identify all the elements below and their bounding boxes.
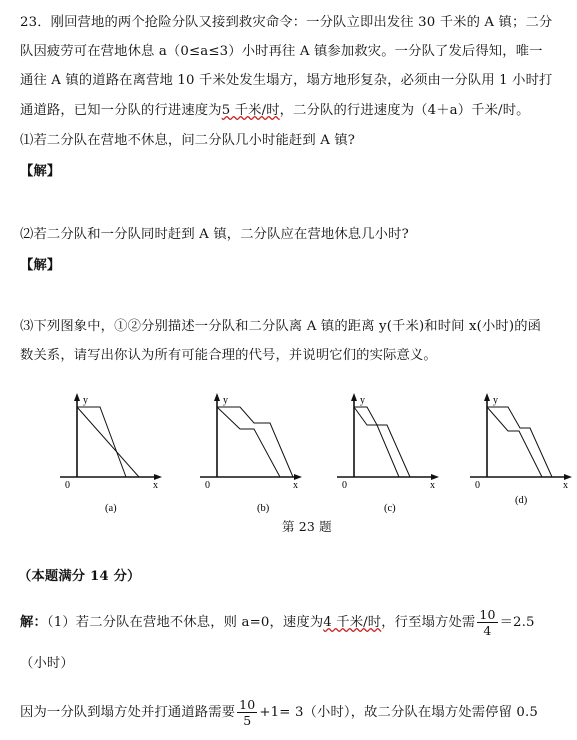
problem-line-4-start: 通道路，已知一分队的行进速度为 [20, 103, 222, 118]
graph-d-label: (d) [515, 495, 528, 506]
question-1: ⑴若二分队在营地不休息，问二分队几小时能赶到 A 镇? [20, 133, 356, 148]
graph-c-y-label: y [360, 395, 365, 406]
graph-b-y-label: y [223, 395, 228, 406]
solution-part-1-result: ＝2.5 [499, 615, 535, 630]
graph-a-y-label: y [83, 395, 88, 406]
graph-b-x-label: x [293, 480, 298, 491]
fraction-10-over-4 [477, 607, 497, 638]
problem-line-4 [20, 102, 565, 120]
figure-caption: 第 23 题 [282, 519, 332, 534]
graph-c-origin: 0 [342, 480, 347, 491]
fraction-1-denominator: 4 [483, 623, 492, 638]
fraction-1-numerator: 10 [479, 607, 496, 622]
graph-d-y-label: y [493, 395, 498, 406]
score-note: （本题满分 14 分） [18, 569, 141, 584]
solution-line-3 [20, 692, 565, 734]
question-3-line-2: 数关系，请写出你认为所有可能合理的代号，并说明它们的实际意义。 [20, 348, 437, 363]
answer-marker-1: 【解】 [20, 164, 61, 179]
problem-line-4-end: ，二分队的行进速度为（4＋a）千米/时。 [279, 103, 530, 118]
problem-line-3: 通往 A 镇的道路在离营地 10 千米处发生塌方，塌方地形复杂，必须由一分队用 1 小时打 [20, 73, 553, 88]
solution-line-2: （小时） [20, 656, 74, 671]
graph-c-x-label: x [430, 480, 435, 491]
question-3-line-1: ⑶下列图象中，①②分别描述一分队和二分队离 A 镇的距离 y(千米)和时间 x(小时)的函 [20, 319, 542, 334]
problem-line-2: 队因疲劳可在营地休息 a（0≤a≤3）小时再往 A 镇参加救灾。一分队了发后得知，唯一 [20, 44, 543, 59]
graph-a [60, 393, 162, 514]
graph-d-x-label: x [563, 480, 568, 491]
fraction-2-numerator: 10 [239, 697, 256, 712]
problem-line-1: 23．刚回营地的两个抢险分队又接到救灾命令：一分队立即出发往 30 千米的 A 镇；二分 [20, 15, 553, 30]
solution-part-1-start: （1）若二分队在营地不休息，则 a=0，速度为 [46, 615, 324, 630]
fraction-10-over-5 [237, 697, 257, 728]
solution-part-2-start: 因为一分队到塌方处并打通道路需要 [20, 705, 236, 720]
function-graphs [50, 385, 568, 525]
solution-marker: 解： [20, 615, 47, 630]
graph-c [337, 393, 439, 514]
question-2: ⑵若二分队和一分队同时赶到 A 镇，二分队应在营地休息几小时? [20, 227, 409, 242]
graph-a-label: (a) [105, 503, 117, 514]
graph-d-origin: 0 [475, 480, 480, 491]
graph-d [470, 393, 572, 506]
answer-marker-2: 【解】 [20, 258, 61, 273]
graph-b-label: (b) [257, 503, 270, 514]
graph-b [200, 393, 302, 514]
solution-part-2-end: +1= 3（小时），故二分队在塌方处需停留 0.5 [259, 705, 539, 720]
fraction-2-denominator: 5 [243, 713, 252, 728]
speed-team2: 4 千米/时 [323, 615, 382, 630]
graph-a-origin: 0 [65, 480, 70, 491]
solution-line-1 [20, 602, 565, 644]
graph-a-x-label: x [153, 480, 158, 491]
graph-b-origin: 0 [205, 480, 210, 491]
graph-c-label: (c) [384, 503, 396, 514]
solution-part-1-mid: ，行至塌方处需 [381, 615, 476, 630]
speed-team1: 5 千米/时 [221, 103, 280, 118]
